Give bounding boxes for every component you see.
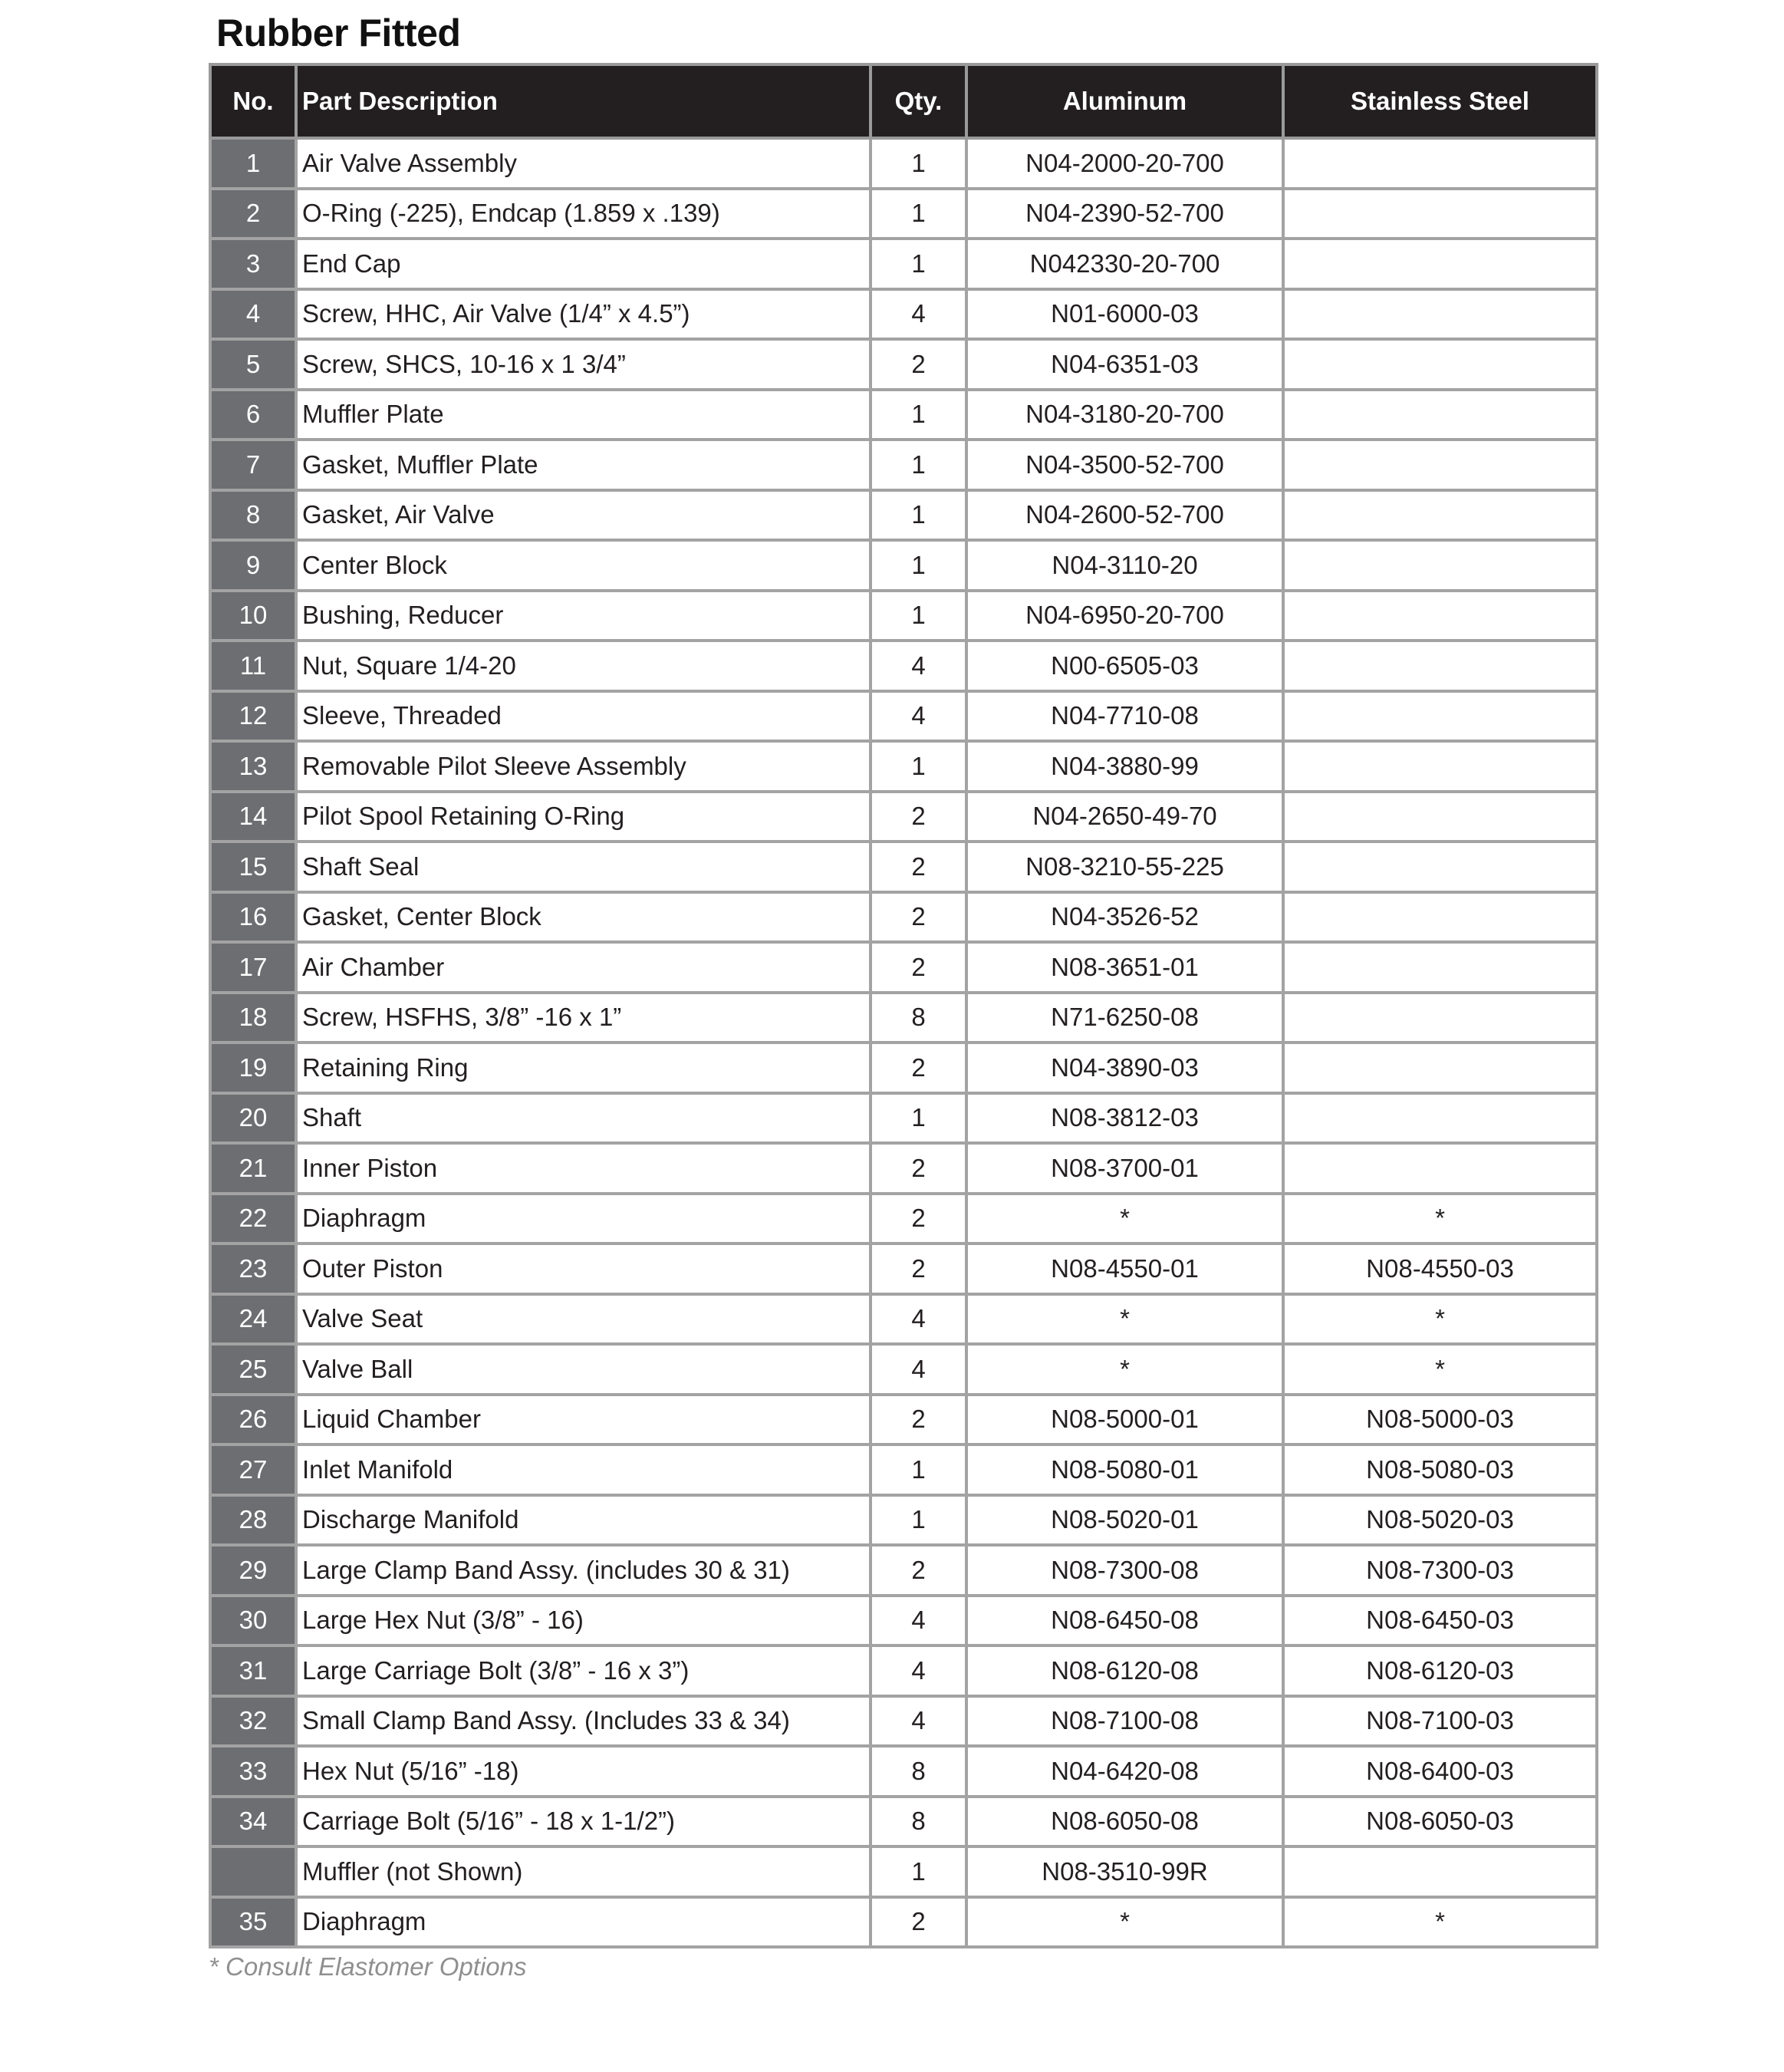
aluminum-part-cell: N08-6120-08 xyxy=(966,1645,1283,1696)
table-row xyxy=(210,189,1597,239)
stainless-part-cell xyxy=(1283,490,1597,541)
stainless-part-cell: N08-6050-03 xyxy=(1283,1797,1597,1847)
quantity-cell: 2 xyxy=(871,1897,966,1948)
quantity-cell: 2 xyxy=(871,339,966,390)
stainless-part-cell xyxy=(1283,942,1597,993)
aluminum-part-cell: N01-6000-03 xyxy=(966,289,1283,340)
table-row xyxy=(210,540,1597,591)
stainless-part-cell xyxy=(1283,390,1597,440)
aluminum-part-cell: N08-6450-08 xyxy=(966,1596,1283,1646)
aluminum-part-cell: N08-5080-01 xyxy=(966,1444,1283,1495)
aluminum-part-cell: N08-6050-08 xyxy=(966,1797,1283,1847)
aluminum-part-cell: N08-7300-08 xyxy=(966,1545,1283,1596)
column-header-qty: Qty. xyxy=(871,64,966,138)
part-number-cell: 18 xyxy=(210,993,296,1043)
part-description-cell: Muffler (not Shown) xyxy=(296,1846,871,1897)
quantity-cell: 1 xyxy=(871,189,966,239)
quantity-cell: 4 xyxy=(871,1344,966,1395)
part-description-cell: Gasket, Air Valve xyxy=(296,490,871,541)
stainless-part-cell xyxy=(1283,792,1597,842)
quantity-cell: 1 xyxy=(871,1495,966,1546)
stainless-part-cell xyxy=(1283,591,1597,641)
quantity-cell: 4 xyxy=(871,1696,966,1747)
part-number-cell: 13 xyxy=(210,741,296,792)
aluminum-part-cell: * xyxy=(966,1194,1283,1244)
part-description-cell: Screw, HHC, Air Valve (1/4” x 4.5”) xyxy=(296,289,871,340)
aluminum-part-cell: N04-3110-20 xyxy=(966,540,1283,591)
table-row xyxy=(210,641,1597,691)
aluminum-part-cell: N04-2650-49-70 xyxy=(966,792,1283,842)
aluminum-part-cell: N04-6950-20-700 xyxy=(966,591,1283,641)
quantity-cell: 2 xyxy=(871,842,966,892)
quantity-cell: 1 xyxy=(871,741,966,792)
aluminum-part-cell: N00-6505-03 xyxy=(966,641,1283,691)
part-number-cell: 2 xyxy=(210,189,296,239)
stainless-part-cell: N08-7100-03 xyxy=(1283,1696,1597,1747)
stainless-part-cell: N08-7300-03 xyxy=(1283,1545,1597,1596)
quantity-cell: 1 xyxy=(871,1093,966,1144)
page-title: Rubber Fitted xyxy=(216,12,461,54)
part-number-cell: 28 xyxy=(210,1495,296,1546)
part-description-cell: Air Chamber xyxy=(296,942,871,993)
part-description-cell: Valve Seat xyxy=(296,1294,871,1345)
aluminum-part-cell: N71-6250-08 xyxy=(966,993,1283,1043)
aluminum-part-cell: * xyxy=(966,1294,1283,1345)
quantity-cell: 2 xyxy=(871,892,966,943)
table-row xyxy=(210,339,1597,390)
aluminum-part-cell: N08-3700-01 xyxy=(966,1143,1283,1194)
quantity-cell: 4 xyxy=(871,1294,966,1345)
quantity-cell: 2 xyxy=(871,792,966,842)
quantity-cell: 2 xyxy=(871,1043,966,1093)
table-row xyxy=(210,1244,1597,1294)
part-number-cell: 10 xyxy=(210,591,296,641)
table-row xyxy=(210,1797,1597,1847)
aluminum-part-cell: N08-3510-99R xyxy=(966,1846,1283,1897)
part-number-cell: 33 xyxy=(210,1746,296,1797)
table-row xyxy=(210,490,1597,541)
table-row xyxy=(210,691,1597,742)
table-row xyxy=(210,390,1597,440)
quantity-cell: 1 xyxy=(871,540,966,591)
quantity-cell: 2 xyxy=(871,1545,966,1596)
part-number-cell xyxy=(210,1846,296,1897)
table-row xyxy=(210,993,1597,1043)
stainless-part-cell xyxy=(1283,1143,1597,1194)
part-description-cell: Liquid Chamber xyxy=(296,1395,871,1445)
part-number-cell: 15 xyxy=(210,842,296,892)
quantity-cell: 1 xyxy=(871,1444,966,1495)
table-row xyxy=(210,792,1597,842)
part-number-cell: 9 xyxy=(210,540,296,591)
table-row xyxy=(210,289,1597,340)
column-header-description: Part Description xyxy=(296,64,871,138)
table-row xyxy=(210,1696,1597,1747)
table-row xyxy=(210,440,1597,490)
aluminum-part-cell: N04-3526-52 xyxy=(966,892,1283,943)
part-description-cell: Small Clamp Band Assy. (Includes 33 & 34) xyxy=(296,1696,871,1747)
quantity-cell: 8 xyxy=(871,1797,966,1847)
part-number-cell: 21 xyxy=(210,1143,296,1194)
table-row xyxy=(210,842,1597,892)
table-row xyxy=(210,1194,1597,1244)
aluminum-part-cell: N08-7100-08 xyxy=(966,1696,1283,1747)
aluminum-part-cell: N08-3210-55-225 xyxy=(966,842,1283,892)
part-description-cell: Large Hex Nut (3/8” - 16) xyxy=(296,1596,871,1646)
aluminum-part-cell: * xyxy=(966,1897,1283,1948)
stainless-part-cell xyxy=(1283,691,1597,742)
part-description-cell: Inlet Manifold xyxy=(296,1444,871,1495)
stainless-part-cell: N08-6450-03 xyxy=(1283,1596,1597,1646)
part-description-cell: O-Ring (-225), Endcap (1.859 x .139) xyxy=(296,189,871,239)
part-number-cell: 8 xyxy=(210,490,296,541)
part-number-cell: 5 xyxy=(210,339,296,390)
aluminum-part-cell: N04-3890-03 xyxy=(966,1043,1283,1093)
aluminum-part-cell: N08-5000-01 xyxy=(966,1395,1283,1445)
quantity-cell: 8 xyxy=(871,993,966,1043)
table-row xyxy=(210,1495,1597,1546)
part-description-cell: Diaphragm xyxy=(296,1194,871,1244)
stainless-part-cell xyxy=(1283,993,1597,1043)
column-header-aluminum: Aluminum xyxy=(966,64,1283,138)
part-number-cell: 17 xyxy=(210,942,296,993)
part-description-cell: Carriage Bolt (5/16” - 18 x 1-1/2”) xyxy=(296,1797,871,1847)
table-row xyxy=(210,1395,1597,1445)
aluminum-part-cell: N04-3180-20-700 xyxy=(966,390,1283,440)
part-number-cell: 1 xyxy=(210,138,296,189)
stainless-part-cell xyxy=(1283,641,1597,691)
table-header xyxy=(210,64,1597,138)
stainless-part-cell xyxy=(1283,1093,1597,1144)
aluminum-part-cell: N04-6351-03 xyxy=(966,339,1283,390)
aluminum-part-cell: N04-3500-52-700 xyxy=(966,440,1283,490)
part-number-cell: 20 xyxy=(210,1093,296,1144)
aluminum-part-cell: N08-3651-01 xyxy=(966,942,1283,993)
part-number-cell: 25 xyxy=(210,1344,296,1395)
quantity-cell: 1 xyxy=(871,239,966,289)
quantity-cell: 2 xyxy=(871,1395,966,1445)
stainless-part-cell xyxy=(1283,540,1597,591)
part-description-cell: Screw, SHCS, 10-16 x 1 3/4” xyxy=(296,339,871,390)
stainless-part-cell: * xyxy=(1283,1194,1597,1244)
part-number-cell: 35 xyxy=(210,1897,296,1948)
part-description-cell: Shaft xyxy=(296,1093,871,1144)
aluminum-part-cell: N08-4550-01 xyxy=(966,1244,1283,1294)
aluminum-part-cell: N04-2000-20-700 xyxy=(966,138,1283,189)
stainless-part-cell: * xyxy=(1283,1344,1597,1395)
aluminum-part-cell: N042330-20-700 xyxy=(966,239,1283,289)
stainless-part-cell xyxy=(1283,239,1597,289)
footnote: * Consult Elastomer Options xyxy=(209,1952,527,1981)
stainless-part-cell: N08-6400-03 xyxy=(1283,1746,1597,1797)
part-description-cell: Air Valve Assembly xyxy=(296,138,871,189)
part-number-cell: 30 xyxy=(210,1596,296,1646)
stainless-part-cell xyxy=(1283,1846,1597,1897)
aluminum-part-cell: N04-7710-08 xyxy=(966,691,1283,742)
quantity-cell: 4 xyxy=(871,289,966,340)
stainless-part-cell xyxy=(1283,339,1597,390)
aluminum-part-cell: N08-5020-01 xyxy=(966,1495,1283,1546)
part-number-cell: 14 xyxy=(210,792,296,842)
part-description-cell: Retaining Ring xyxy=(296,1043,871,1093)
table-row xyxy=(210,1645,1597,1696)
part-description-cell: End Cap xyxy=(296,239,871,289)
quantity-cell: 4 xyxy=(871,641,966,691)
part-description-cell: Outer Piston xyxy=(296,1244,871,1294)
stainless-part-cell: N08-5020-03 xyxy=(1283,1495,1597,1546)
table-row xyxy=(210,1746,1597,1797)
quantity-cell: 8 xyxy=(871,1746,966,1797)
part-number-cell: 3 xyxy=(210,239,296,289)
part-description-cell: Muffler Plate xyxy=(296,390,871,440)
table-row xyxy=(210,1043,1597,1093)
stainless-part-cell xyxy=(1283,892,1597,943)
part-description-cell: Shaft Seal xyxy=(296,842,871,892)
part-description-cell: Large Carriage Bolt (3/8” - 16 x 3”) xyxy=(296,1645,871,1696)
stainless-part-cell: N08-5000-03 xyxy=(1283,1395,1597,1445)
table-row xyxy=(210,239,1597,289)
part-description-cell: Diaphragm xyxy=(296,1897,871,1948)
part-description-cell: Nut, Square 1/4-20 xyxy=(296,641,871,691)
quantity-cell: 4 xyxy=(871,691,966,742)
part-description-cell: Screw, HSFHS, 3/8” -16 x 1” xyxy=(296,993,871,1043)
quantity-cell: 2 xyxy=(871,942,966,993)
part-number-cell: 32 xyxy=(210,1696,296,1747)
table-row xyxy=(210,1545,1597,1596)
quantity-cell: 2 xyxy=(871,1244,966,1294)
part-number-cell: 16 xyxy=(210,892,296,943)
stainless-part-cell xyxy=(1283,189,1597,239)
part-number-cell: 23 xyxy=(210,1244,296,1294)
quantity-cell: 2 xyxy=(871,1143,966,1194)
table-row xyxy=(210,1294,1597,1345)
part-number-cell: 24 xyxy=(210,1294,296,1345)
quantity-cell: 4 xyxy=(871,1596,966,1646)
quantity-cell: 1 xyxy=(871,490,966,541)
part-number-cell: 27 xyxy=(210,1444,296,1495)
stainless-part-cell xyxy=(1283,138,1597,189)
stainless-part-cell: * xyxy=(1283,1294,1597,1345)
part-description-cell: Pilot Spool Retaining O-Ring xyxy=(296,792,871,842)
table-row xyxy=(210,1596,1597,1646)
quantity-cell: 1 xyxy=(871,138,966,189)
aluminum-part-cell: N04-3880-99 xyxy=(966,741,1283,792)
part-description-cell: Sleeve, Threaded xyxy=(296,691,871,742)
aluminum-part-cell: N04-2600-52-700 xyxy=(966,490,1283,541)
stainless-part-cell xyxy=(1283,842,1597,892)
header-row xyxy=(210,64,1597,138)
stainless-part-cell xyxy=(1283,741,1597,792)
column-header-no: No. xyxy=(210,64,296,138)
part-number-cell: 11 xyxy=(210,641,296,691)
quantity-cell: 1 xyxy=(871,1846,966,1897)
part-description-cell: Valve Ball xyxy=(296,1344,871,1395)
stainless-part-cell xyxy=(1283,440,1597,490)
stainless-part-cell: N08-5080-03 xyxy=(1283,1444,1597,1495)
aluminum-part-cell: N04-2390-52-700 xyxy=(966,189,1283,239)
part-number-cell: 12 xyxy=(210,691,296,742)
part-number-cell: 22 xyxy=(210,1194,296,1244)
aluminum-part-cell: N08-3812-03 xyxy=(966,1093,1283,1144)
table-row xyxy=(210,591,1597,641)
part-description-cell: Center Block xyxy=(296,540,871,591)
quantity-cell: 1 xyxy=(871,591,966,641)
part-description-cell: Gasket, Muffler Plate xyxy=(296,440,871,490)
table-row xyxy=(210,1897,1597,1948)
table-row xyxy=(210,741,1597,792)
parts-table xyxy=(209,63,1598,1948)
stainless-part-cell: * xyxy=(1283,1897,1597,1948)
stainless-part-cell: N08-6120-03 xyxy=(1283,1645,1597,1696)
table-row xyxy=(210,1846,1597,1897)
part-number-cell: 6 xyxy=(210,390,296,440)
stainless-part-cell xyxy=(1283,1043,1597,1093)
part-number-cell: 26 xyxy=(210,1395,296,1445)
part-number-cell: 19 xyxy=(210,1043,296,1093)
table-row xyxy=(210,942,1597,993)
stainless-part-cell: N08-4550-03 xyxy=(1283,1244,1597,1294)
part-number-cell: 31 xyxy=(210,1645,296,1696)
column-header-stainless: Stainless Steel xyxy=(1283,64,1597,138)
aluminum-part-cell: * xyxy=(966,1344,1283,1395)
part-description-cell: Inner Piston xyxy=(296,1143,871,1194)
part-description-cell: Gasket, Center Block xyxy=(296,892,871,943)
table-row xyxy=(210,1344,1597,1395)
aluminum-part-cell: N04-6420-08 xyxy=(966,1746,1283,1797)
part-description-cell: Discharge Manifold xyxy=(296,1495,871,1546)
table-row xyxy=(210,138,1597,189)
table-row xyxy=(210,1444,1597,1495)
stainless-part-cell xyxy=(1283,289,1597,340)
table-row xyxy=(210,1093,1597,1144)
part-number-cell: 29 xyxy=(210,1545,296,1596)
part-description-cell: Hex Nut (5/16” -18) xyxy=(296,1746,871,1797)
part-number-cell: 4 xyxy=(210,289,296,340)
table-row xyxy=(210,1143,1597,1194)
quantity-cell: 1 xyxy=(871,440,966,490)
part-number-cell: 7 xyxy=(210,440,296,490)
quantity-cell: 2 xyxy=(871,1194,966,1244)
part-description-cell: Large Clamp Band Assy. (includes 30 & 31) xyxy=(296,1545,871,1596)
quantity-cell: 1 xyxy=(871,390,966,440)
table-body xyxy=(210,138,1597,1947)
part-number-cell: 34 xyxy=(210,1797,296,1847)
part-description-cell: Bushing, Reducer xyxy=(296,591,871,641)
table-row xyxy=(210,892,1597,943)
part-description-cell: Removable Pilot Sleeve Assembly xyxy=(296,741,871,792)
quantity-cell: 4 xyxy=(871,1645,966,1696)
